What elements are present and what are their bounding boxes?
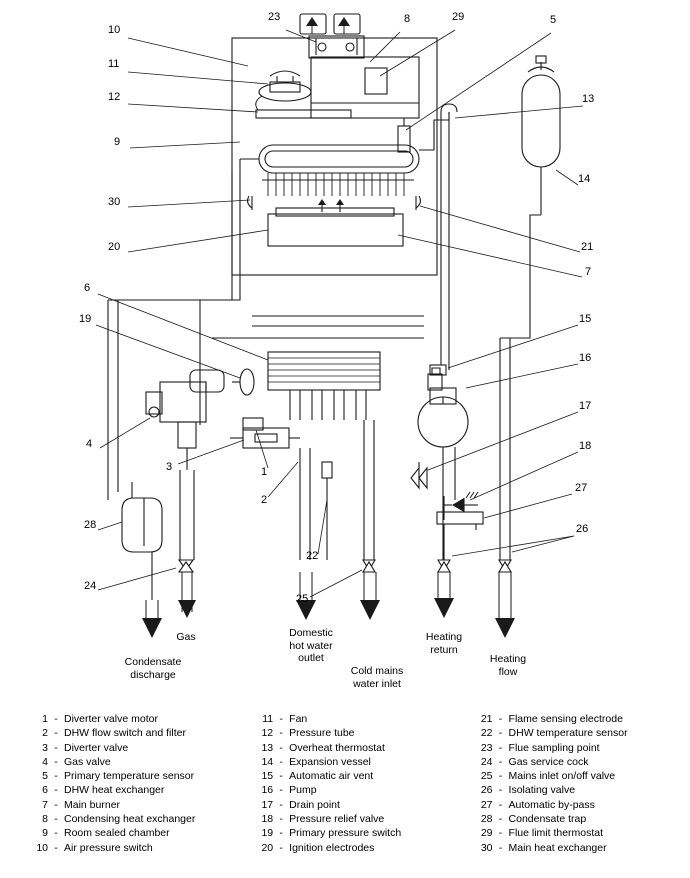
legend-dash: - xyxy=(498,727,503,740)
pressure-tube xyxy=(256,110,351,118)
legend-item xyxy=(30,783,245,797)
legend-number: 3 xyxy=(42,741,48,754)
legend-item xyxy=(475,726,676,740)
legend-dash: - xyxy=(54,798,58,811)
callout-5: 5 xyxy=(550,14,557,26)
main-burner xyxy=(268,199,403,246)
legend-dash: - xyxy=(54,813,58,826)
legend-item xyxy=(255,755,460,769)
legend-label: Pump xyxy=(289,784,317,797)
legend-number: 6 xyxy=(42,784,48,797)
callout-3: 3 xyxy=(166,461,173,473)
legend-item xyxy=(30,812,245,826)
legend-column-2 xyxy=(245,712,460,855)
legend-dash: - xyxy=(498,713,503,725)
legend-number: 1 xyxy=(42,713,48,725)
diverter-valve xyxy=(230,428,300,448)
legend-dash: - xyxy=(54,784,58,797)
legend-item xyxy=(255,712,460,726)
flow-label-heating-return: Heating return xyxy=(425,631,463,656)
legend-label: Mains inlet on/off valve xyxy=(508,770,616,783)
legend-number: 21 xyxy=(480,713,493,725)
legend-label: Pressure tube xyxy=(289,727,355,740)
legend-item xyxy=(30,798,245,812)
legend-label: Overheat thermostat xyxy=(289,741,385,754)
isolating-valve-heating-flow xyxy=(499,560,511,572)
drain-point xyxy=(411,462,427,488)
legend-label: Drain point xyxy=(289,798,340,811)
legend-dash: - xyxy=(279,798,283,811)
legend-item xyxy=(475,783,676,797)
legend-number: 24 xyxy=(480,755,493,768)
legend-number: 2 xyxy=(42,727,48,740)
legend-item xyxy=(255,798,460,812)
legend-number: 8 xyxy=(42,813,48,826)
legend-number: 26 xyxy=(480,784,493,797)
legend-item xyxy=(30,712,245,726)
legend-label: Diverter valve xyxy=(64,741,129,754)
callout-28: 28 xyxy=(84,519,97,531)
callout-10: 10 xyxy=(108,24,121,36)
legend-number: 18 xyxy=(261,813,274,826)
legend-number: 4 xyxy=(42,755,48,768)
legend-label: DHW flow switch and filter xyxy=(64,727,186,740)
legend-dash: - xyxy=(498,813,503,826)
pump xyxy=(418,368,468,447)
main-heat-exchanger xyxy=(259,145,419,196)
legend-number: 15 xyxy=(261,770,274,783)
callout-26: 26 xyxy=(576,523,589,535)
legend-item xyxy=(30,741,245,755)
legend-label: DHW temperature sensor xyxy=(508,727,628,740)
legend-item xyxy=(255,741,460,755)
callout-14: 14 xyxy=(578,173,591,185)
primary-temperature-sensor xyxy=(398,126,410,152)
legend-number: 10 xyxy=(36,841,48,854)
legend-label: Automatic by-pass xyxy=(508,798,595,811)
callout-27: 27 xyxy=(575,482,588,494)
legend-dash: - xyxy=(279,727,283,740)
legend-number: 9 xyxy=(42,827,48,840)
legend-label: Air pressure switch xyxy=(64,841,153,854)
legend-dash: - xyxy=(54,770,58,783)
callout-9: 9 xyxy=(114,136,121,148)
legend-number: 12 xyxy=(261,727,274,740)
legend-label: Main burner xyxy=(64,798,121,811)
legend-dash: - xyxy=(279,841,283,854)
dhw-heat-exchanger xyxy=(268,352,380,420)
legend-number: 22 xyxy=(480,727,493,740)
callout-8: 8 xyxy=(404,13,411,25)
legend-number: 11 xyxy=(262,713,274,725)
legend-item xyxy=(475,841,676,855)
callout-7: 7 xyxy=(585,266,592,278)
legend-item xyxy=(30,826,245,840)
legend-number: 20 xyxy=(261,841,274,854)
callout-29: 29 xyxy=(452,11,465,23)
pressure-relief-valve xyxy=(444,492,478,520)
flow-label-gas: Gas xyxy=(176,631,196,643)
legend-dash: - xyxy=(279,713,283,725)
legend-dash: - xyxy=(54,727,58,740)
pipe-left-return xyxy=(108,159,240,300)
legend-label: Isolating valve xyxy=(508,784,576,797)
flow-label-heating-flow: Heating flow xyxy=(489,653,527,678)
callout-6: 6 xyxy=(84,282,91,294)
legend-item xyxy=(475,826,676,840)
condensate-trap xyxy=(122,482,162,600)
legend-number: 25 xyxy=(480,770,493,783)
flue-limit-thermostat xyxy=(365,68,387,94)
legend-number: 7 xyxy=(42,798,48,811)
legend-label: Flue limit thermostat xyxy=(508,827,604,840)
legend-label: Condensate trap xyxy=(508,813,587,826)
callout-17: 17 xyxy=(579,400,592,412)
callout-12: 12 xyxy=(108,91,121,103)
legend-dash: - xyxy=(498,784,503,797)
legend-dash: - xyxy=(498,741,503,754)
legend-dash: - xyxy=(498,770,503,783)
legend-label: Gas service cock xyxy=(508,755,589,768)
callout-15: 15 xyxy=(579,313,592,325)
legend-label: Flue sampling point xyxy=(508,741,600,754)
legend-dash: - xyxy=(54,841,58,854)
legend-item xyxy=(255,841,460,855)
legend-dash: - xyxy=(279,827,283,840)
legend-number: 13 xyxy=(261,741,274,754)
primary-pressure-switch xyxy=(240,369,254,395)
callout-22: 22 xyxy=(306,550,319,562)
legend-dash: - xyxy=(498,827,503,840)
legend-item xyxy=(255,726,460,740)
gas-service-cock xyxy=(179,560,193,572)
legend-label: Automatic air vent xyxy=(289,770,374,783)
callout-20: 20 xyxy=(108,241,121,253)
legend-item xyxy=(255,769,460,783)
callout-2: 2 xyxy=(261,494,268,506)
legend-dash: - xyxy=(279,784,283,797)
callout-25: 25 xyxy=(296,593,309,605)
flue-sampling-point xyxy=(309,36,364,58)
legend-label: DHW heat exchanger xyxy=(64,784,165,797)
gas-valve xyxy=(146,370,224,470)
legend-dash: - xyxy=(498,841,503,854)
callout-11: 11 xyxy=(108,58,120,70)
legend-dash: - xyxy=(498,798,503,811)
legend-item xyxy=(475,741,676,755)
legend-number: 30 xyxy=(480,841,493,854)
legend-number: 17 xyxy=(261,798,274,811)
legend-label: Gas valve xyxy=(64,755,111,768)
callout-24: 24 xyxy=(84,580,97,592)
legend-number: 14 xyxy=(261,755,274,768)
legend-label: Fan xyxy=(289,713,308,725)
legend-dash: - xyxy=(279,741,283,754)
legend-number: 5 xyxy=(42,770,48,783)
flow-label-condensate-discharge: Condensate discharge xyxy=(124,656,182,681)
legend-dash: - xyxy=(54,827,58,840)
legend-label: Main heat exchanger xyxy=(508,841,607,854)
legend-label: Primary pressure switch xyxy=(289,827,402,840)
legend-item xyxy=(30,755,245,769)
legend-label: Ignition electrodes xyxy=(289,841,375,854)
legend-item xyxy=(255,826,460,840)
legend-label: Condensing heat exchanger xyxy=(64,813,196,826)
legend-dash: - xyxy=(279,813,283,826)
flow-label-cold-mains-water-inlet: Cold mains water inlet xyxy=(350,665,404,690)
callout-30: 30 xyxy=(108,196,121,208)
legend-number: 19 xyxy=(261,827,274,840)
legend-dash: - xyxy=(54,741,58,754)
callout-4: 4 xyxy=(86,438,93,450)
legend-dash: - xyxy=(279,770,283,783)
legend-dash: - xyxy=(279,755,283,768)
callout-23: 23 xyxy=(268,11,281,23)
legend-dash: - xyxy=(498,755,503,768)
legend-label: Pressure relief valve xyxy=(289,813,385,826)
legend-item xyxy=(255,783,460,797)
dhw-temperature-sensor xyxy=(322,462,332,478)
legend-dash: - xyxy=(54,713,58,725)
legend-item xyxy=(30,841,245,855)
legend-number: 29 xyxy=(480,827,493,840)
legend-item xyxy=(475,755,676,769)
legend-item xyxy=(30,769,245,783)
legend-number: 23 xyxy=(480,741,493,754)
legend-label: Primary temperature sensor xyxy=(64,770,195,783)
legend-item xyxy=(475,798,676,812)
legend-number: 16 xyxy=(261,784,274,797)
isolating-valve-heating-return xyxy=(438,560,450,572)
legend-number: 28 xyxy=(480,813,493,826)
legend-label: Flame sensing electrode xyxy=(508,713,623,725)
mains-inlet-valve xyxy=(363,560,375,572)
callout-16: 16 xyxy=(579,352,592,364)
legend-column-1 xyxy=(30,712,245,855)
legend-label: Diverter valve motor xyxy=(64,713,158,725)
legend-item xyxy=(475,769,676,783)
legend-item xyxy=(475,812,676,826)
legend-item xyxy=(255,812,460,826)
flow-label-domestic-hot-water-outlet: Domestic hot water outlet xyxy=(289,627,333,664)
pipe-primary-flow-top xyxy=(419,120,449,150)
legend-column-3 xyxy=(461,712,676,855)
callout-21: 21 xyxy=(581,241,594,253)
legend xyxy=(0,700,690,878)
callout-13: 13 xyxy=(582,93,595,105)
legend-label: Expansion vessel xyxy=(289,755,371,768)
room-sealed-chamber xyxy=(232,38,437,275)
legend-number: 27 xyxy=(480,798,493,811)
callout-19: 19 xyxy=(79,313,92,325)
legend-item xyxy=(30,726,245,740)
legend-item xyxy=(475,712,676,726)
legend-dash: - xyxy=(54,755,58,768)
callout-1: 1 xyxy=(261,466,268,478)
legend-label: Room sealed chamber xyxy=(64,827,170,840)
callout-18: 18 xyxy=(579,440,592,452)
